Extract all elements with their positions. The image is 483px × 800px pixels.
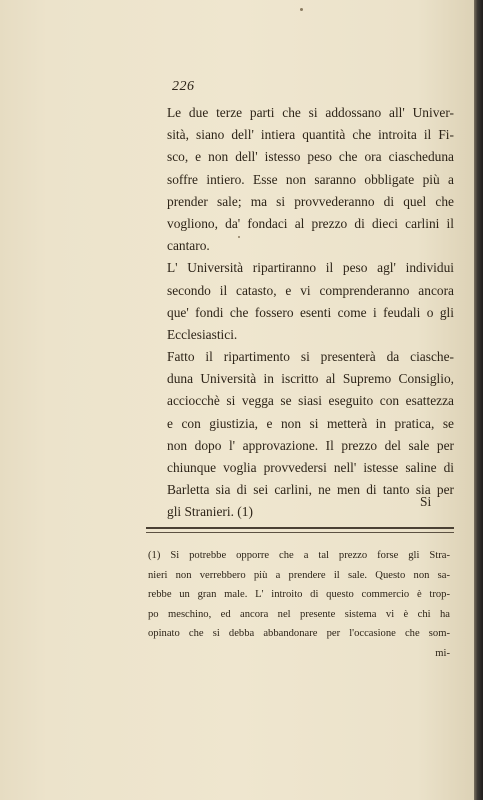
footnote-line: nieri non verrebbero più a prendere il sale. Questo non sa- bbox=[148, 569, 450, 581]
body-line: acciocchè si vegga se siasi eseguito con esattezza bbox=[167, 393, 454, 409]
footnote-separator-rule-thin bbox=[146, 532, 454, 533]
footnote-line: mi- bbox=[435, 647, 450, 659]
page-number: 226 bbox=[172, 79, 195, 94]
footnote-line: po meschino, ed ancora nel presente sistema vi è chi ha bbox=[148, 608, 450, 620]
footnote bbox=[148, 546, 450, 663]
paper-speck bbox=[300, 8, 303, 11]
body-text bbox=[167, 102, 454, 524]
catchword: Si bbox=[420, 494, 432, 509]
paper-speck bbox=[238, 236, 240, 238]
footnote-line: opinato che si debba abbandonare per l'occasione che som- bbox=[148, 628, 450, 639]
body-line: que' fondi che fossero esenti come i feudali o gli bbox=[167, 304, 454, 320]
body-line: gli Stranieri. (1) bbox=[167, 504, 253, 520]
body-line: Le due terze parti che si addossano all' Univer- bbox=[167, 105, 454, 120]
body-line: chiunque voglia provvedersi nell' istesse saline di bbox=[167, 460, 454, 475]
body-line: non dopo l' approvazione. Il prezzo del sale per bbox=[167, 437, 454, 453]
body-line: soffre intiero. Esse non saranno obbligate più a bbox=[167, 171, 454, 187]
body-line: Fatto il ripartimento si presenterà da ciasche- bbox=[167, 349, 454, 365]
footnote-separator-rule bbox=[146, 527, 454, 529]
body-line: vogliono, da' fondaci al prezzo di dieci carlini il bbox=[167, 215, 454, 231]
page-edge-shadow bbox=[474, 0, 483, 800]
body-line: L' Università ripartiranno il peso agl' individui bbox=[167, 260, 454, 276]
footnote-line: rebbe un gran male. L' introito di questo commercio è trop- bbox=[148, 589, 450, 600]
body-line: e con giustizia, e non si metterà in pratica, se bbox=[167, 415, 454, 431]
body-line: cantaro. bbox=[167, 238, 210, 254]
body-line: sità, siano dell' intiera quantità che introita il Fi- bbox=[167, 127, 454, 143]
body-line: Ecclesiastici. bbox=[167, 326, 238, 342]
body-line: Barletta sia di sei carlini, ne men di tanto sia per bbox=[167, 482, 454, 498]
body-line: prender sale; ma si provvederanno di quel che bbox=[167, 193, 454, 209]
body-line: secondo il catasto, e vi comprenderanno ancora bbox=[167, 282, 454, 298]
footnote-line: (1) Si potrebbe opporre che a tal prezzo forse gli Stra- bbox=[148, 550, 450, 561]
body-line: sco, e non dell' istesso peso che ora ciascheduna bbox=[167, 149, 454, 165]
body-line: duna Università in iscritto al Supremo Consiglio, bbox=[167, 371, 454, 387]
